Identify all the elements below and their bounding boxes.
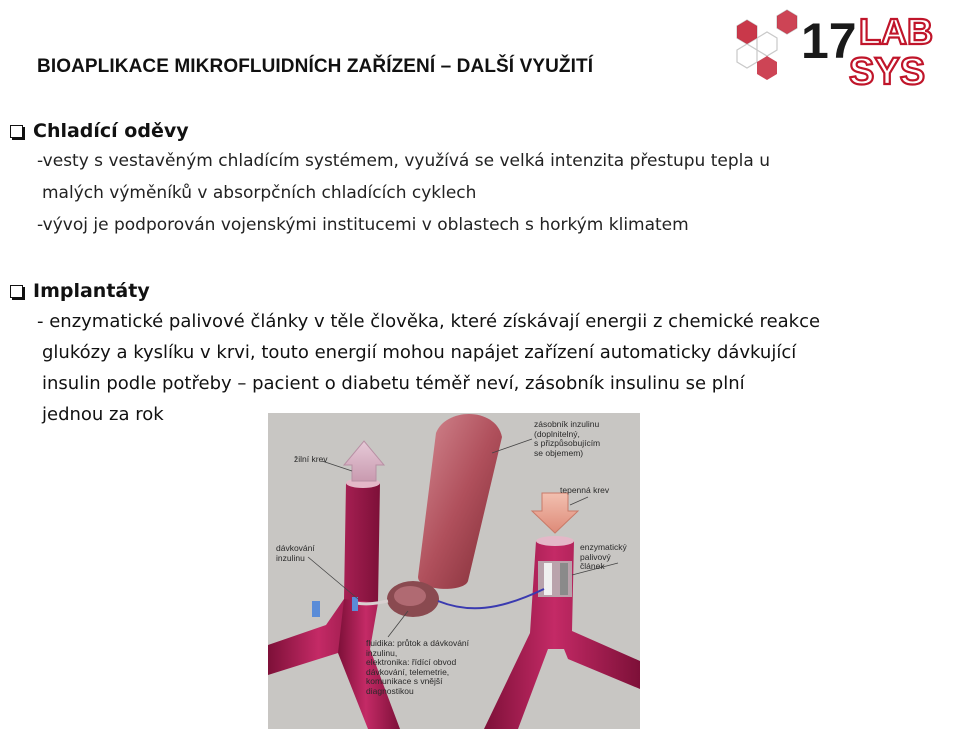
- section-cooling-garments: [10, 118, 950, 241]
- text-line: malých výměníků v absorpčních chladících cyklech: [42, 183, 477, 203]
- text-line: - enzymatické palivové články v těle člověka, které získávají energii z chemické reakce: [37, 311, 821, 332]
- labsys-logo: [727, 6, 957, 88]
- page-title: BIOAPLIKACE MIKROFLUIDNÍCH ZAŘÍZENÍ – DALŠÍ VYUŽITÍ: [37, 56, 594, 77]
- text-line: insulin podle potřeby – pacient o diabetu téměř neví, zásobník insulinu se plní: [42, 373, 745, 394]
- svg-text:17: 17: [801, 13, 857, 69]
- logo-lab-text: LAB: [859, 11, 933, 52]
- label-insulin-reservoir: zásobník inzulinu (doplnitelný, s přizpůsobujícím se objemem): [534, 419, 601, 458]
- text-line: glukózy a kyslíku v krvi, touto energií mohou napájet zařízení automaticky dávkující: [42, 342, 797, 363]
- label-fuel-cell: enzymatický palivový článek: [580, 542, 627, 571]
- text-line: -vývoj je podporován vojenskými institucemi v oblastech s horkým klimatem: [37, 215, 689, 235]
- section-heading: Implantáty: [33, 280, 150, 302]
- section-heading: Chladící oděvy: [33, 120, 189, 142]
- label-vein-blood: žilní krev: [294, 454, 328, 464]
- text-line: jednou za rok: [42, 404, 164, 425]
- insulin-implant-illustration: [268, 413, 640, 729]
- label-fluidics-electronics: fluidika: průtok a dávkování inzulinu, elektronika: řídící obvod dávkování, telemetrie, komunikace s vnější diagnostikou: [366, 638, 470, 696]
- checkbox-bullet-icon: [10, 125, 23, 138]
- label-arterial-blood: tepenná krev: [560, 485, 610, 495]
- label-insulin-dosing: dávkování inzulinu: [276, 543, 315, 563]
- checkbox-bullet-icon: [10, 285, 23, 298]
- section-implants: [10, 278, 950, 430]
- text-line: -vesty s vestavěným chladícím systémem, využívá se velká intenzita přestupu tepla u: [37, 151, 770, 171]
- logo-sys-text: SYS: [849, 51, 926, 88]
